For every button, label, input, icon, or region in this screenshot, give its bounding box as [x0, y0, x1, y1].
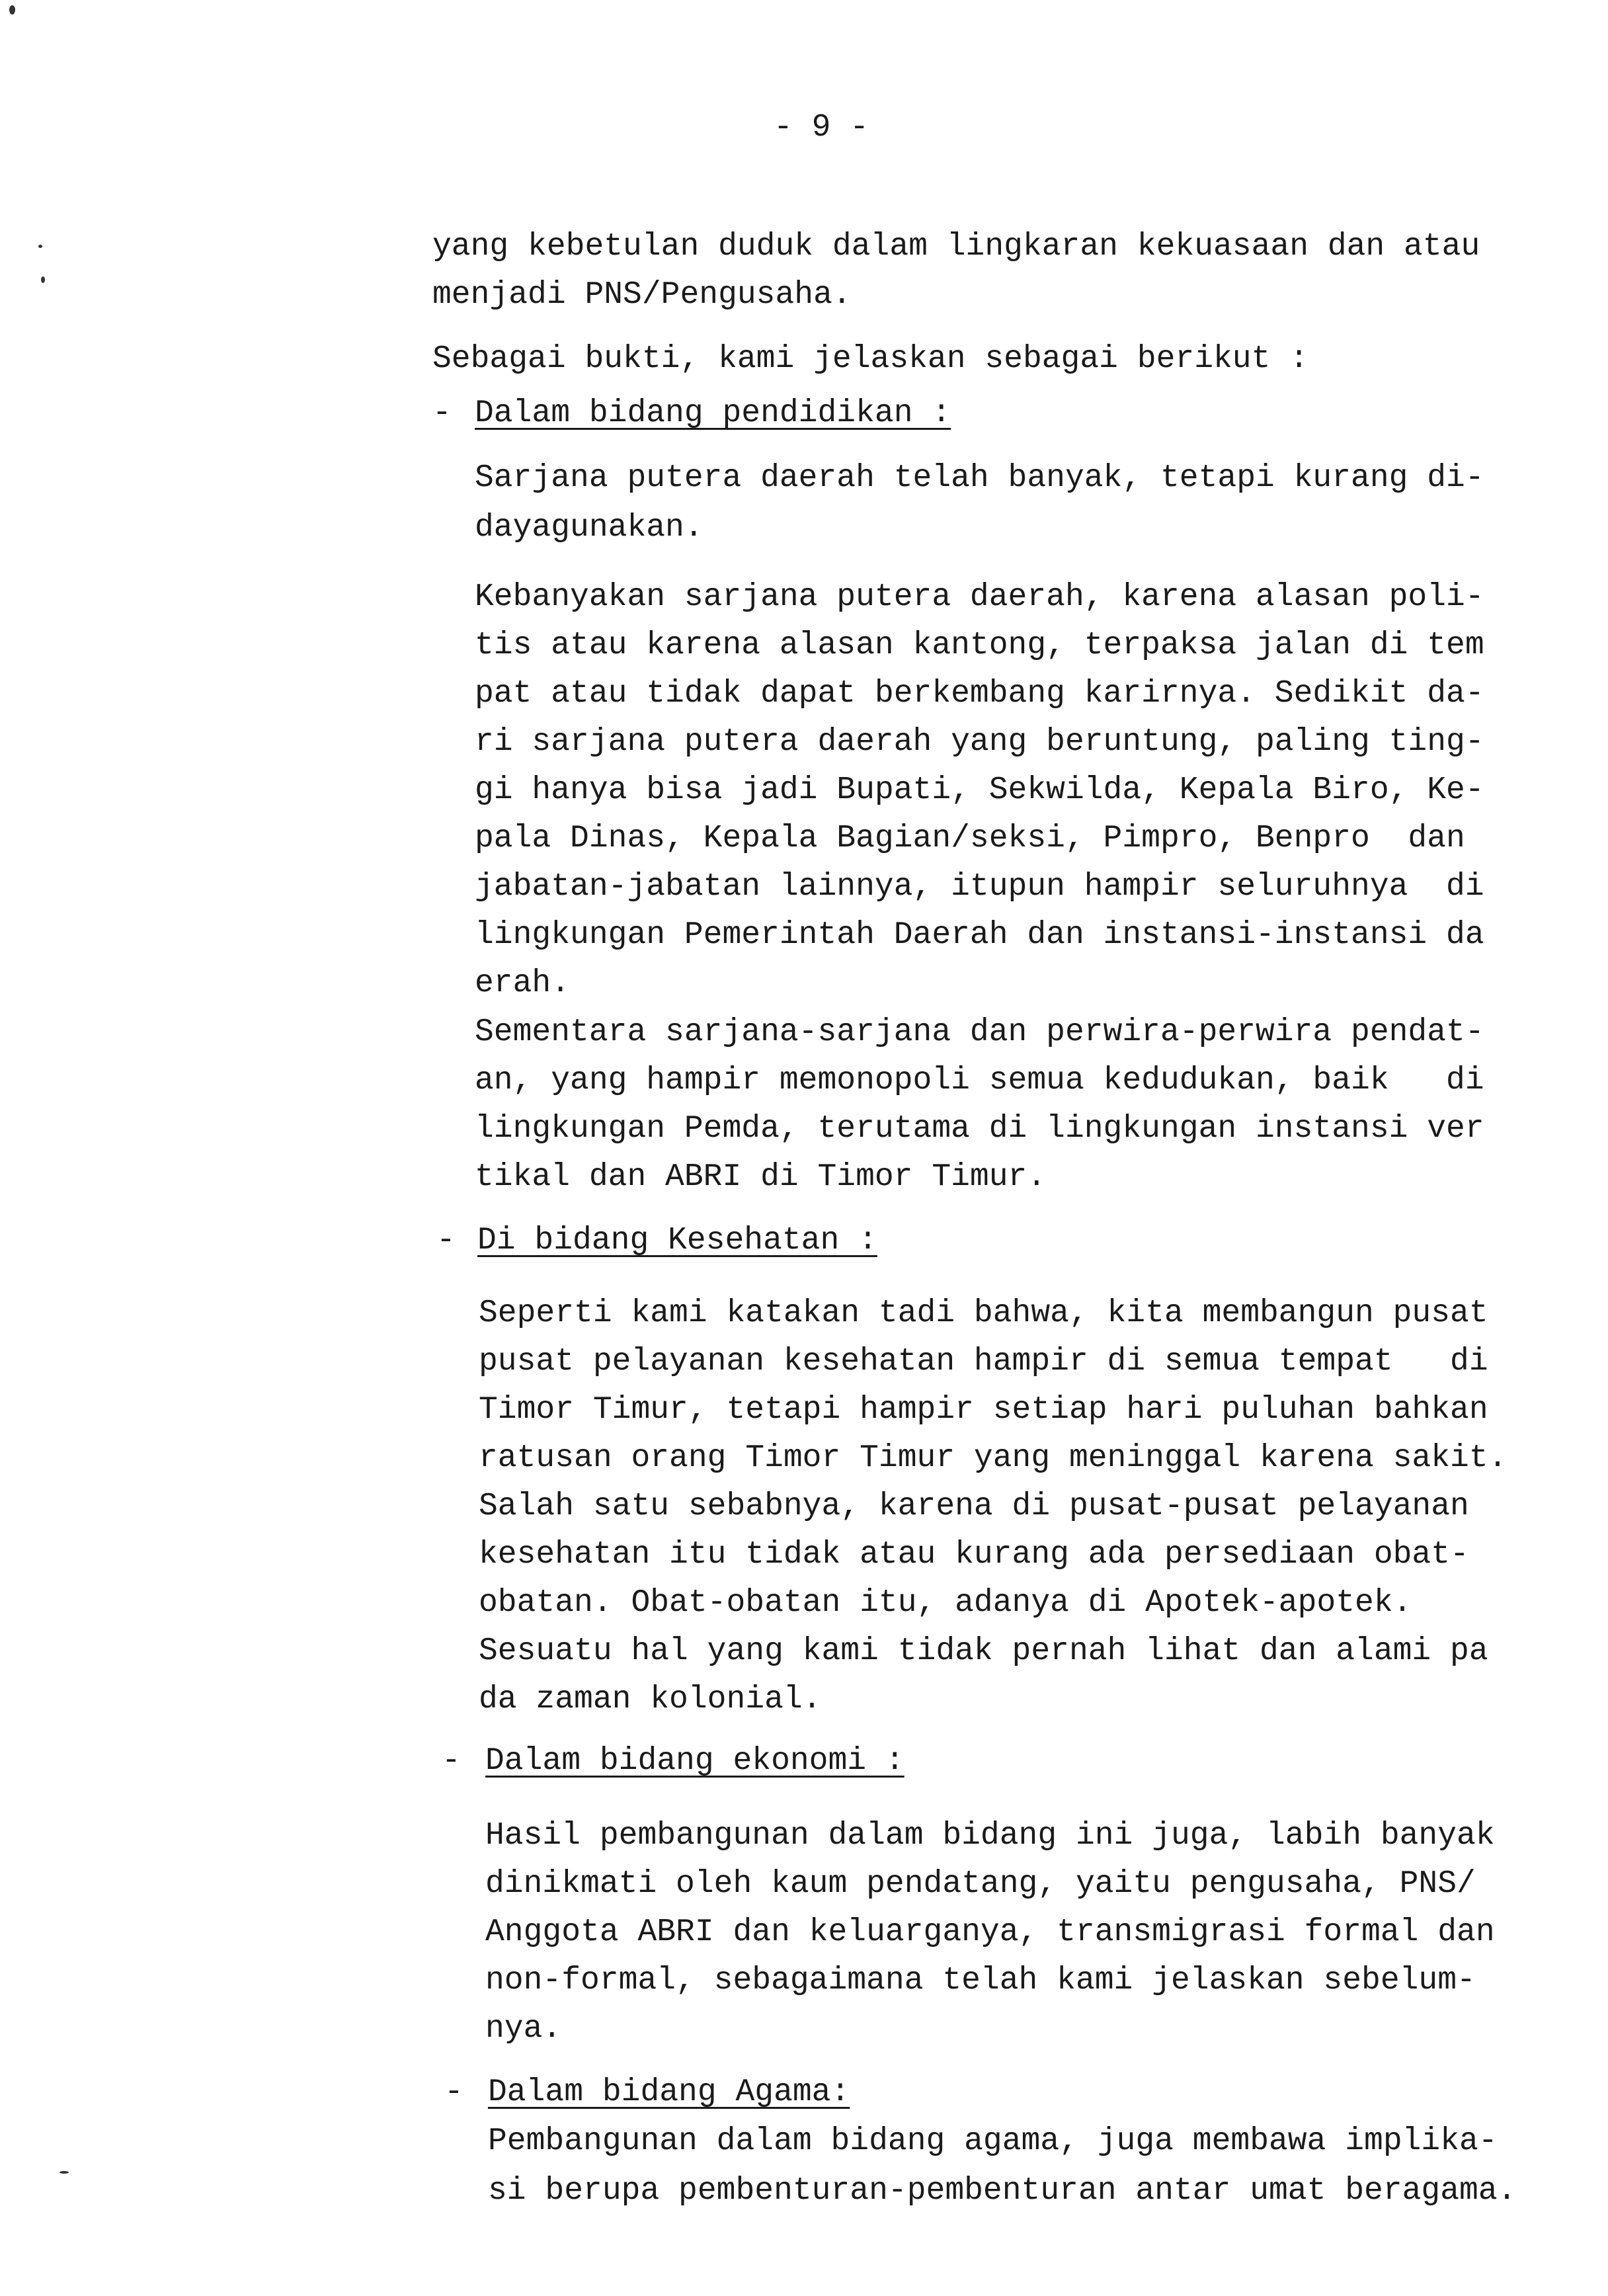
- paragraph-line: Kebanyakan sarjana putera daerah, karena alasan poli-: [475, 579, 1484, 615]
- paragraph-line: pusat pelayanan kesehatan hampir di semua tempat di: [479, 1344, 1488, 1379]
- paragraph-line: dayagunakan.: [475, 510, 704, 546]
- paragraph-line: an, yang hampir memonopoli semua kedudukan, baik di: [475, 1063, 1484, 1098]
- paragraph-line: da zaman kolonial.: [479, 1682, 822, 1717]
- paragraph-line: pat atau tidak dapat berkembang karirnya. Sedikit da-: [475, 676, 1484, 712]
- section-heading-ekonomi: Dalam bidang ekonomi :: [485, 1743, 904, 1779]
- bullet-dash: -: [432, 395, 452, 431]
- paragraph-line: jabatan-jabatan lainnya, itupun hampir seluruhnya di: [475, 869, 1484, 905]
- paragraph-line: lingkungan Pemda, terutama di lingkungan instansi ver: [475, 1111, 1484, 1147]
- paragraph-line: lingkungan Pemerintah Daerah dan instansi-instansi da: [475, 917, 1484, 953]
- scan-speck: [9, 5, 15, 15]
- paragraph-line: Sarjana putera daerah telah banyak, tetapi kurang di-: [475, 460, 1484, 496]
- paragraph-line: tikal dan ABRI di Timor Timur.: [475, 1159, 1047, 1195]
- paragraph-line: ri sarjana putera daerah yang beruntung, paling ting-: [475, 724, 1484, 760]
- paragraph-line: tis atau karena alasan kantong, terpaksa jalan di tem: [475, 628, 1484, 663]
- paragraph-line: obatan. Obat-obatan itu, adanya di Apotek-apotek.: [479, 1585, 1412, 1621]
- section-heading-pendidikan: Dalam bidang pendidikan :: [475, 395, 951, 431]
- section-heading-agama: Dalam bidang Agama:: [488, 2074, 850, 2110]
- intro-line: menjadi PNS/Pengusaha.: [432, 277, 852, 313]
- scan-speck: [60, 2171, 69, 2174]
- paragraph-line: Sementara sarjana-sarjana dan perwira-perwira pendat-: [475, 1014, 1484, 1050]
- paragraph-line: non-formal, sebagaimana telah kami jelaskan sebelum-: [485, 1963, 1476, 1998]
- paragraph-line: Timor Timur, tetapi hampir setiap hari puluhan bahkan: [479, 1392, 1488, 1428]
- bullet-dash: -: [442, 1743, 461, 1779]
- section-heading-kesehatan: Di bidang Kesehatan :: [477, 1223, 877, 1258]
- page-number: - 9 -: [774, 110, 869, 145]
- paragraph-line: kesehatan itu tidak atau kurang ada persediaan obat-: [479, 1537, 1469, 1573]
- paragraph-line: Pembangunan dalam bidang agama, juga membawa implika-: [488, 2123, 1498, 2159]
- scan-speck: [38, 245, 42, 248]
- paragraph-line: ratusan orang Timor Timur yang meninggal karena sakit.: [479, 1440, 1508, 1476]
- scan-speck: [41, 276, 45, 283]
- intro-line: yang kebetulan duduk dalam lingkaran kekuasaan dan atau: [432, 229, 1480, 265]
- bullet-dash: -: [436, 1223, 456, 1258]
- paragraph-line: pala Dinas, Kepala Bagian/seksi, Pimpro, Benpro dan: [475, 821, 1465, 856]
- paragraph-line: Hasil pembangunan dalam bidang ini juga, labih banyak: [485, 1818, 1495, 1854]
- paragraph-line: Anggota ABRI dan keluarganya, transmigrasi formal dan: [485, 1914, 1495, 1950]
- paragraph-line: Seperti kami katakan tadi bahwa, kita membangun pusat: [479, 1295, 1488, 1331]
- paragraph-line: dinikmati oleh kaum pendatang, yaitu pengusaha, PNS/: [485, 1866, 1476, 1902]
- paragraph-line: Sesuatu hal yang kami tidak pernah lihat dan alami pa: [479, 1633, 1488, 1669]
- paragraph-line: si berupa pembenturan-pembenturan antar umat beragama.: [488, 2173, 1517, 2209]
- paragraph-line: nya.: [485, 2011, 562, 2047]
- paragraph-line: gi hanya bisa jadi Bupati, Sekwilda, Kepala Biro, Ke-: [475, 772, 1484, 808]
- paragraph-line: erah.: [475, 965, 571, 1001]
- paragraph-line: Salah satu sebabnya, karena di pusat-pusat pelayanan: [479, 1489, 1469, 1524]
- bullet-dash: -: [444, 2074, 463, 2110]
- lead-sentence: Sebagai bukti, kami jelaskan sebagai berikut :: [432, 341, 1309, 377]
